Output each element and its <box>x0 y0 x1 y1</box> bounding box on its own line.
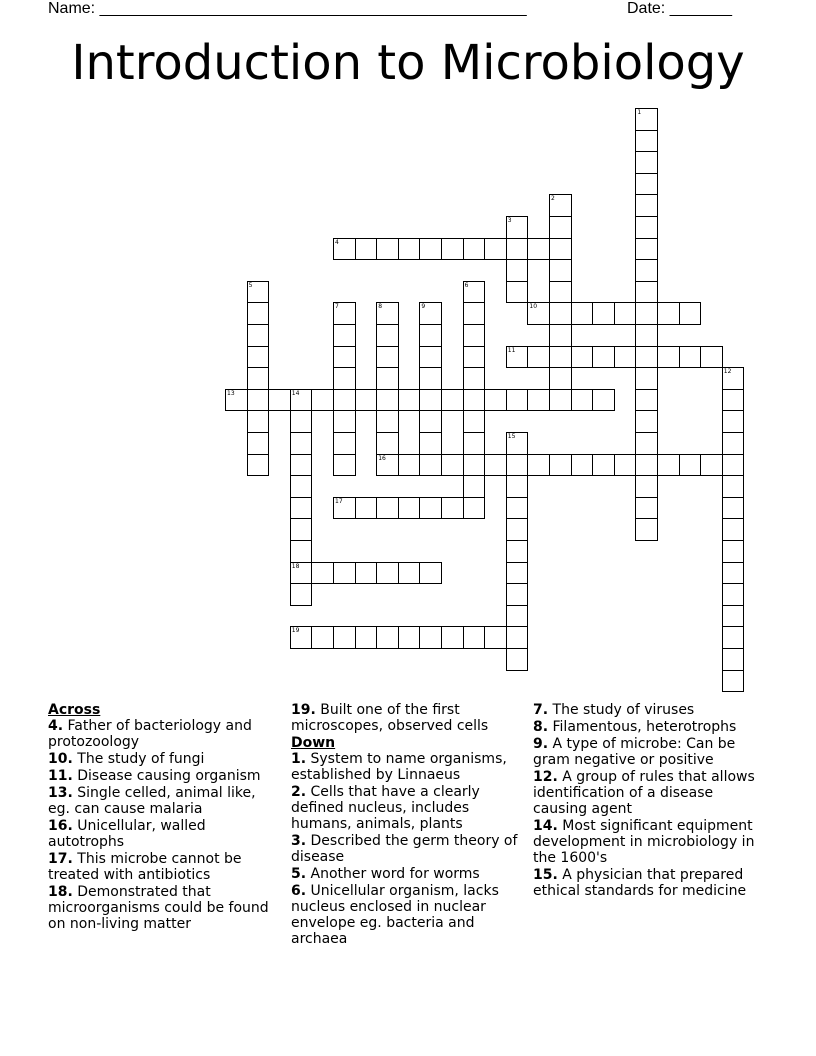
date-field: Date: _______ <box>627 0 732 17</box>
grid-cell[interactable] <box>571 454 594 477</box>
grid-cell[interactable] <box>441 497 464 520</box>
grid-cell[interactable] <box>549 216 572 239</box>
grid-cell[interactable] <box>635 410 658 433</box>
grid-cell[interactable] <box>419 302 442 325</box>
grid-cell[interactable] <box>398 562 421 585</box>
clue-number: 2 <box>551 195 555 203</box>
grid-cell[interactable] <box>463 367 486 390</box>
clue-number: 19 <box>291 627 300 635</box>
grid-cell[interactable] <box>722 605 745 628</box>
grid-cell[interactable] <box>657 302 680 325</box>
clue-number: 1 <box>637 109 642 116</box>
clue-number-label: 3. <box>291 833 307 849</box>
clue-number: 10 <box>529 303 538 311</box>
clue-text: A physician that prepared ethical standards for medicine <box>533 867 747 899</box>
clue-number-label: 12. <box>533 769 558 785</box>
clue-item <box>533 867 768 899</box>
clue-item <box>291 751 519 783</box>
clue-item <box>533 736 768 768</box>
grid-cell[interactable] <box>722 432 745 455</box>
grid-cell[interactable] <box>247 324 270 347</box>
grid-cell[interactable] <box>506 475 529 498</box>
grid-cell[interactable] <box>333 497 356 520</box>
clues-column-1 <box>48 702 276 933</box>
clue-text: Demonstrated that microorganisms could be found on non-living matter <box>48 884 269 932</box>
clue-number: 12 <box>723 368 732 376</box>
clue-number-label: 11. <box>48 768 73 784</box>
grid-cell[interactable] <box>333 324 356 347</box>
clue-text: Single celled, animal like, eg. can cause malaria <box>48 785 256 817</box>
grid-cell[interactable] <box>722 518 745 541</box>
clue-number: 18 <box>291 562 300 570</box>
grid-cell[interactable] <box>722 367 745 390</box>
clue-number-label: 9. <box>533 736 549 752</box>
grid-cell[interactable] <box>635 238 658 261</box>
grid-cell[interactable] <box>398 389 421 412</box>
grid-cell[interactable] <box>419 238 442 261</box>
clue-text: Cells that have a clearly defined nucleus, includes humans, animals, plants <box>291 784 480 832</box>
grid-cell[interactable] <box>614 302 637 325</box>
grid-cell[interactable] <box>635 281 658 304</box>
grid-cell[interactable] <box>247 281 270 304</box>
grid-cell[interactable] <box>290 389 313 412</box>
grid-cell[interactable] <box>333 410 356 433</box>
grid-cell[interactable] <box>549 367 572 390</box>
clue-number-label: 16. <box>48 818 73 834</box>
clue-item <box>48 768 276 784</box>
grid-cell[interactable] <box>527 389 550 412</box>
clue-number-label: 7. <box>533 702 549 718</box>
grid-cell[interactable] <box>679 346 702 369</box>
clue-text: This microbe cannot be treated with antibiotics <box>48 851 242 883</box>
grid-cell[interactable] <box>376 238 399 261</box>
grid-cell[interactable] <box>419 367 442 390</box>
clue-number: 11 <box>507 346 516 354</box>
grid-cell[interactable] <box>722 583 745 606</box>
grid-cell[interactable] <box>549 302 572 325</box>
grid-cell[interactable] <box>463 281 486 304</box>
clue-number-label: 14. <box>533 818 558 834</box>
grid-cell[interactable] <box>376 367 399 390</box>
grid-cell[interactable] <box>679 302 702 325</box>
grid-cell[interactable] <box>679 454 702 477</box>
grid-cell[interactable] <box>722 670 745 693</box>
clue-number: 4 <box>335 238 339 246</box>
grid-cell[interactable] <box>290 475 313 498</box>
grid-cell[interactable] <box>419 497 442 520</box>
grid-cell[interactable] <box>290 626 313 649</box>
clue-item <box>48 818 276 850</box>
grid-cell[interactable] <box>463 454 486 477</box>
grid-cell[interactable] <box>657 454 680 477</box>
clue-text: Filamentous, heterotrophs <box>548 719 737 735</box>
clue-number: 6 <box>464 281 469 289</box>
grid-cell[interactable] <box>635 432 658 455</box>
grid-cell[interactable] <box>376 432 399 455</box>
clue-number-label: 17. <box>48 851 73 867</box>
clue-text: System to name organisms, established by Linnaeus <box>291 751 507 783</box>
grid-cell[interactable] <box>506 540 529 563</box>
grid-cell[interactable] <box>571 302 594 325</box>
down-heading: Down <box>291 735 336 751</box>
grid-cell[interactable] <box>355 389 378 412</box>
grid-cell[interactable] <box>376 497 399 520</box>
grid-cell[interactable] <box>441 626 464 649</box>
grid-cell[interactable] <box>549 324 572 347</box>
grid-cell[interactable] <box>635 454 658 477</box>
grid-cell[interactable] <box>506 281 529 304</box>
clue-number-label: 8. <box>533 719 549 735</box>
grid-cell[interactable] <box>635 130 658 153</box>
grid-cell[interactable] <box>484 626 507 649</box>
grid-cell[interactable] <box>247 389 270 412</box>
grid-cell[interactable] <box>419 562 442 585</box>
grid-cell[interactable] <box>463 238 486 261</box>
clue-text: Most significant equipment development in microbiology in the 1600's <box>533 818 755 866</box>
grid-cell[interactable] <box>247 410 270 433</box>
grid-cell[interactable] <box>484 454 507 477</box>
grid-cell[interactable] <box>506 562 529 585</box>
grid-cell[interactable] <box>290 410 313 433</box>
grid-cell[interactable] <box>592 454 615 477</box>
grid-cell[interactable] <box>506 583 529 606</box>
grid-cell[interactable] <box>247 302 270 325</box>
clue-number-label: 1. <box>291 751 307 767</box>
grid-cell[interactable] <box>549 346 572 369</box>
grid-cell[interactable] <box>290 454 313 477</box>
clue-number-label: 15. <box>533 867 558 883</box>
grid-cell[interactable] <box>376 389 399 412</box>
grid-cell[interactable] <box>463 324 486 347</box>
grid-cell[interactable] <box>635 346 658 369</box>
grid-cell[interactable] <box>527 238 550 261</box>
grid-cell[interactable] <box>549 238 572 261</box>
clue-item <box>48 718 276 750</box>
grid-cell[interactable] <box>463 302 486 325</box>
grid-cell[interactable] <box>635 108 658 131</box>
clue-item <box>291 784 519 832</box>
clue-item <box>48 851 276 883</box>
grid-cell[interactable] <box>290 497 313 520</box>
clue-number-label: 18. <box>48 884 73 900</box>
clue-item <box>291 866 519 882</box>
clue-text: The study of fungi <box>72 751 205 767</box>
grid-cell[interactable] <box>419 410 442 433</box>
grid-cell[interactable] <box>290 518 313 541</box>
clue-number-label: 19. <box>291 702 316 718</box>
clue-item <box>291 833 519 865</box>
grid-cell[interactable] <box>419 324 442 347</box>
grid-cell[interactable] <box>635 194 658 217</box>
grid-cell[interactable] <box>463 475 486 498</box>
grid-cell[interactable] <box>722 626 745 649</box>
grid-cell[interactable] <box>722 497 745 520</box>
grid-cell[interactable] <box>722 562 745 585</box>
grid-cell[interactable] <box>506 605 529 628</box>
grid-cell[interactable] <box>571 389 594 412</box>
grid-cell[interactable] <box>398 454 421 477</box>
grid-cell[interactable] <box>333 389 356 412</box>
clue-text: Built one of the first microscopes, observed cells <box>291 702 489 734</box>
grid-cell[interactable] <box>290 432 313 455</box>
grid-cell[interactable] <box>376 302 399 325</box>
clue-number-label: 5. <box>291 866 307 882</box>
clue-text: Unicellular, walled autotrophs <box>48 818 206 850</box>
grid-cell[interactable] <box>376 410 399 433</box>
grid-cell[interactable] <box>463 626 486 649</box>
name-field: Name: ________________________________________________ <box>48 0 527 17</box>
grid-cell[interactable] <box>549 281 572 304</box>
grid-cell[interactable] <box>722 389 745 412</box>
grid-cell[interactable] <box>592 346 615 369</box>
clue-text: Unicellular organism, lacks nucleus enclosed in nuclear envelope eg. bacteria and archaea <box>291 883 499 947</box>
clue-number-label: 2. <box>291 784 307 800</box>
clue-number-label: 6. <box>291 883 307 899</box>
grid-cell[interactable] <box>527 454 550 477</box>
clue-item <box>533 818 768 866</box>
grid-cell[interactable] <box>571 346 594 369</box>
grid-cell[interactable] <box>463 410 486 433</box>
grid-cell[interactable] <box>333 432 356 455</box>
clue-text: Described the germ theory of disease <box>291 833 518 865</box>
grid-cell[interactable] <box>635 475 658 498</box>
grid-cell[interactable] <box>355 238 378 261</box>
clue-item <box>48 884 276 932</box>
grid-cell[interactable] <box>635 173 658 196</box>
grid-cell[interactable] <box>333 626 356 649</box>
grid-cell[interactable] <box>506 432 529 455</box>
grid-cell[interactable] <box>527 346 550 369</box>
clue-number: 13 <box>227 389 235 397</box>
page-title: Introduction to Microbiology <box>71 35 745 91</box>
clue-number: 14 <box>291 389 300 397</box>
clue-text: A group of rules that allows identification of a disease causing agent <box>533 769 755 817</box>
grid-cell[interactable] <box>333 454 356 477</box>
clue-item <box>48 785 276 817</box>
grid-cell[interactable] <box>398 238 421 261</box>
grid-cell[interactable] <box>463 389 486 412</box>
grid-cell[interactable] <box>635 518 658 541</box>
grid-cell[interactable] <box>355 497 378 520</box>
grid-cell[interactable] <box>463 497 486 520</box>
grid-cell[interactable] <box>419 454 442 477</box>
grid-cell[interactable] <box>722 410 745 433</box>
grid-cell[interactable] <box>722 648 745 671</box>
grid-cell[interactable] <box>657 346 680 369</box>
grid-cell[interactable] <box>700 454 723 477</box>
clue-item <box>291 883 519 947</box>
grid-cell[interactable] <box>549 389 572 412</box>
grid-cell[interactable] <box>419 346 442 369</box>
grid-cell[interactable] <box>441 389 464 412</box>
grid-cell[interactable] <box>290 583 313 606</box>
grid-cell[interactable] <box>506 648 529 671</box>
grid-cell[interactable] <box>225 389 248 412</box>
grid-cell[interactable] <box>463 432 486 455</box>
grid-cell[interactable] <box>247 346 270 369</box>
grid-cell[interactable] <box>506 346 529 369</box>
grid-cell[interactable] <box>333 238 356 261</box>
grid-cell[interactable] <box>635 389 658 412</box>
grid-cell[interactable] <box>268 389 291 412</box>
clue-text: Another word for worms <box>306 866 480 882</box>
grid-cell[interactable] <box>506 389 529 412</box>
grid-cell[interactable] <box>549 259 572 282</box>
grid-cell[interactable] <box>247 367 270 390</box>
grid-cell[interactable] <box>398 497 421 520</box>
grid-cell[interactable] <box>355 562 378 585</box>
grid-cell[interactable] <box>635 497 658 520</box>
clue-item <box>291 702 519 734</box>
clue-number: 7 <box>335 303 339 311</box>
grid-cell[interactable] <box>311 626 334 649</box>
grid-cell[interactable] <box>700 346 723 369</box>
clue-number-label: 13. <box>48 785 73 801</box>
grid-cell[interactable] <box>333 367 356 390</box>
grid-cell[interactable] <box>506 238 529 261</box>
grid-cell[interactable] <box>247 454 270 477</box>
grid-cell[interactable] <box>506 216 529 239</box>
grid-cell[interactable] <box>376 626 399 649</box>
grid-cell[interactable] <box>419 389 442 412</box>
grid-cell[interactable] <box>722 454 745 477</box>
grid-cell[interactable] <box>441 238 464 261</box>
clue-item <box>533 719 768 735</box>
grid-cell[interactable] <box>635 302 658 325</box>
grid-cell[interactable] <box>419 432 442 455</box>
across-heading: Across <box>48 702 101 718</box>
clue-number: 16 <box>378 454 386 462</box>
grid-cell[interactable] <box>506 497 529 520</box>
grid-cell[interactable] <box>484 389 507 412</box>
clue-item <box>533 769 768 817</box>
grid-cell[interactable] <box>376 324 399 347</box>
grid-cell[interactable] <box>398 626 421 649</box>
grid-cell[interactable] <box>247 432 270 455</box>
grid-cell[interactable] <box>463 346 486 369</box>
grid-cell[interactable] <box>376 454 399 477</box>
grid-cell[interactable] <box>506 454 529 477</box>
clue-number: 5 <box>248 281 253 289</box>
clues-column-2 <box>291 702 519 948</box>
grid-cell[interactable] <box>506 518 529 541</box>
grid-cell[interactable] <box>592 389 615 412</box>
grid-cell[interactable] <box>722 540 745 563</box>
grid-cell[interactable] <box>419 626 442 649</box>
clue-number: 9 <box>421 303 426 311</box>
grid-cell[interactable] <box>290 540 313 563</box>
grid-cell[interactable] <box>549 194 572 217</box>
grid-cell[interactable] <box>635 324 658 347</box>
clues-column-3 <box>533 702 768 900</box>
grid-cell[interactable] <box>506 626 529 649</box>
grid-cell[interactable] <box>484 238 507 261</box>
clue-number: 15 <box>507 433 516 440</box>
grid-cell[interactable] <box>722 475 745 498</box>
grid-cell[interactable] <box>441 454 464 477</box>
clue-number-label: 10. <box>48 751 73 767</box>
grid-cell[interactable] <box>549 454 572 477</box>
clue-number-label: 4. <box>48 718 64 734</box>
clue-item <box>48 751 276 767</box>
grid-cell[interactable] <box>635 367 658 390</box>
clue-number: 3 <box>507 217 512 224</box>
grid-cell[interactable] <box>355 626 378 649</box>
grid-cell[interactable] <box>333 562 356 585</box>
grid-cell[interactable] <box>290 562 313 585</box>
grid-cell[interactable] <box>592 302 615 325</box>
grid-cell[interactable] <box>311 389 334 412</box>
clue-text: A type of microbe: Can be gram negative or positive <box>533 736 736 768</box>
grid-cell[interactable] <box>376 346 399 369</box>
grid-cell[interactable] <box>614 454 637 477</box>
clue-number: 8 <box>378 303 383 311</box>
grid-cell[interactable] <box>635 151 658 174</box>
grid-cell[interactable] <box>614 346 637 369</box>
clue-text: Father of bacteriology and protozoology <box>48 718 252 750</box>
clue-text: The study of viruses <box>548 702 695 718</box>
clue-number: 17 <box>335 497 343 505</box>
grid-cell[interactable] <box>506 259 529 282</box>
grid-cell[interactable] <box>527 302 550 325</box>
grid-cell[interactable] <box>311 562 334 585</box>
clue-item <box>533 702 768 718</box>
grid-cell[interactable] <box>376 562 399 585</box>
grid-cell[interactable] <box>333 302 356 325</box>
grid-cell[interactable] <box>635 216 658 239</box>
grid-cell[interactable] <box>333 346 356 369</box>
clue-text: Disease causing organism <box>72 768 261 784</box>
grid-cell[interactable] <box>635 259 658 282</box>
